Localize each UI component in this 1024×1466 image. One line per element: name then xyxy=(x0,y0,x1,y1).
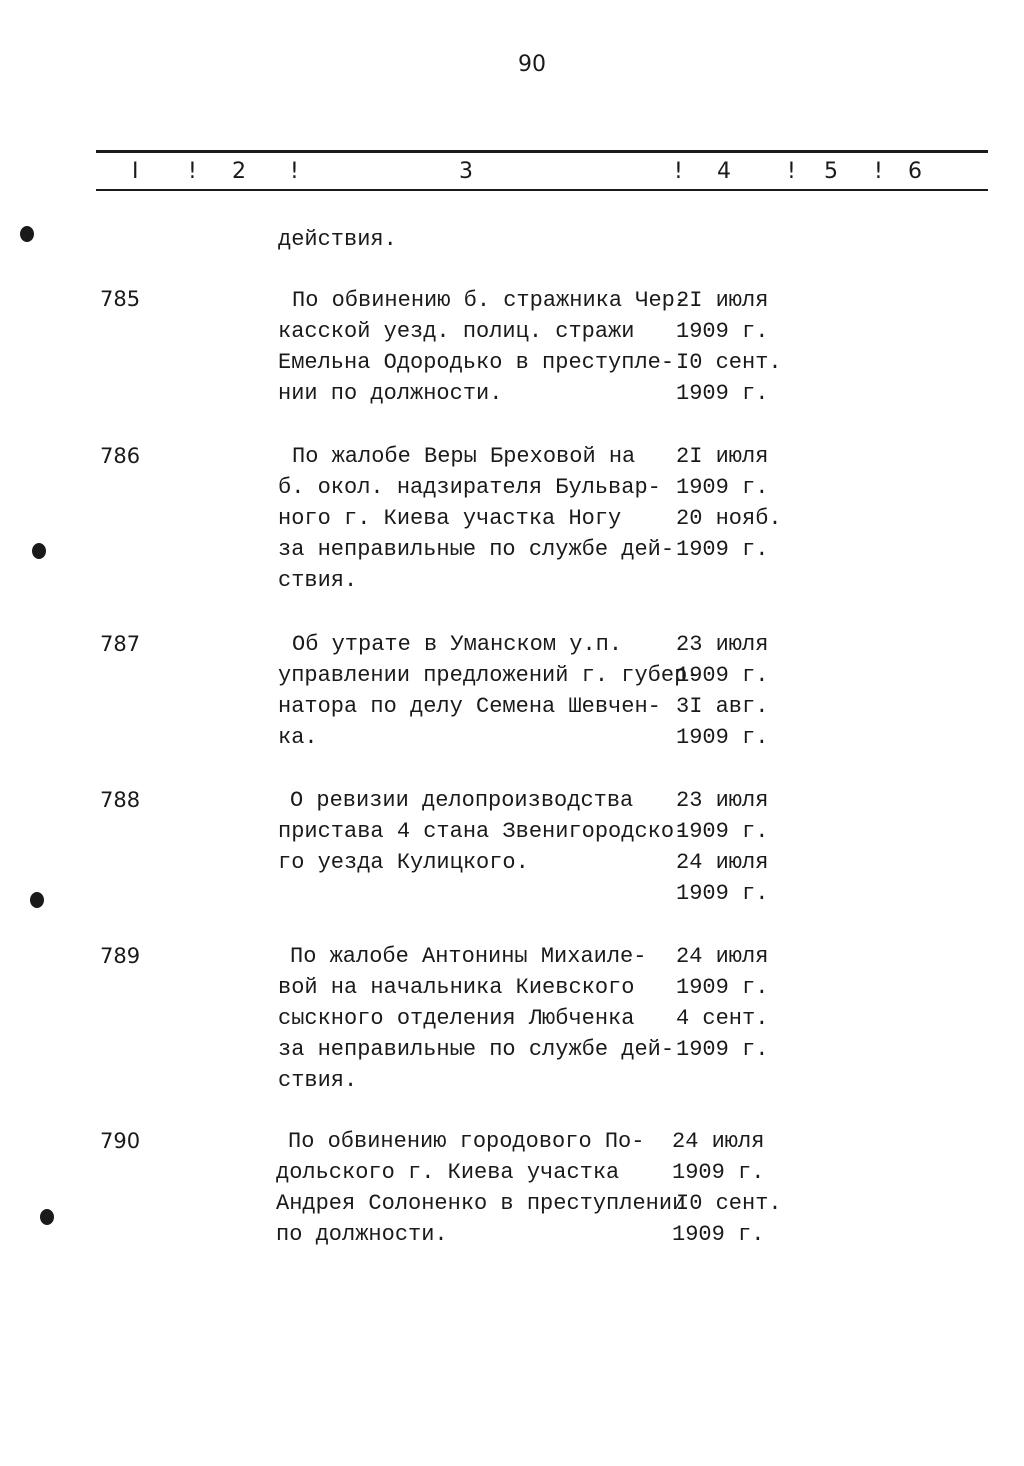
date-line: I0 сент. xyxy=(676,350,782,375)
date-line: 1909 г. xyxy=(676,819,769,844)
date-line: 1909 г. xyxy=(676,725,769,750)
description-line: По жалобе Веры Бреховой на xyxy=(292,444,636,469)
description-line: Об утрате в Уманском у.п. xyxy=(292,632,623,657)
date-line: 4 сент. xyxy=(676,1006,769,1031)
date-line: 1909 г. xyxy=(676,881,769,906)
description-line: ствия. xyxy=(278,1068,358,1093)
description-line: б. окол. надзирателя Бульвар- xyxy=(278,475,661,500)
punch-hole xyxy=(40,1209,54,1225)
header-cell-1: I xyxy=(132,159,139,184)
description-line: О ревизии делопроизводства xyxy=(290,788,634,813)
date-line: 23 июля xyxy=(676,788,769,813)
record-number: 787 xyxy=(100,632,141,656)
date-line: I0 сент. xyxy=(676,1191,782,1216)
header-cell-2: 2 xyxy=(232,159,246,184)
description-line: за неправильные по службе дей- xyxy=(278,1037,675,1062)
date-line: 3I авг. xyxy=(676,694,769,719)
header-separator: ! xyxy=(874,159,883,184)
date-line: 24 июля xyxy=(676,850,769,875)
description-line: управлении предложений г. губер- xyxy=(278,663,701,688)
description-line: дольского г. Киева участка xyxy=(276,1160,620,1185)
continuation-line: действия. xyxy=(278,227,397,252)
description-line: натора по делу Семена Шевчен- xyxy=(278,694,661,719)
punch-hole xyxy=(20,226,34,242)
description-line: нии по должности. xyxy=(278,381,503,406)
page-number: 90 xyxy=(518,52,546,77)
date-line: 1909 г. xyxy=(672,1160,765,1185)
header-cell-4: 4 xyxy=(717,159,731,184)
description-line: ствия. xyxy=(278,568,358,593)
header-separator: ! xyxy=(674,159,683,184)
header-rule-top xyxy=(96,150,988,153)
record-number: 789 xyxy=(100,944,141,968)
record-number: 788 xyxy=(100,788,141,812)
date-line: 1909 г. xyxy=(676,975,769,1000)
record-number: 790 xyxy=(100,1129,141,1153)
header-separator: ! xyxy=(290,159,299,184)
description-line: за неправильные по службе дей- xyxy=(278,537,675,562)
description-line: ного г. Киева участка Ногу xyxy=(278,506,622,531)
date-line: 1909 г. xyxy=(676,381,769,406)
description-line: сыскного отделения Любченка xyxy=(278,1006,635,1031)
header-separator: ! xyxy=(188,159,197,184)
description-line: вой на начальника Киевского xyxy=(278,975,635,1000)
description-line: го уезда Кулицкого. xyxy=(278,850,529,875)
description-line: по должности. xyxy=(276,1222,448,1247)
date-line: 24 июля xyxy=(676,944,769,969)
date-line: 1909 г. xyxy=(676,663,769,688)
description-line: Андрея Солоненко в преступлении xyxy=(276,1191,686,1216)
description-line: По обвинению б. стражника Чер- xyxy=(292,288,689,313)
header-cell-3: 3 xyxy=(459,159,473,184)
date-line: 2I июля xyxy=(676,444,769,469)
date-line: 2I июля xyxy=(676,288,769,313)
date-line: 1909 г. xyxy=(676,319,769,344)
date-line: 20 нояб. xyxy=(676,506,782,531)
description-line: По жалобе Антонины Михаиле- xyxy=(290,944,647,969)
date-line: 1909 г. xyxy=(672,1222,765,1247)
description-line: касской уезд. полиц. стражи xyxy=(278,319,635,344)
date-line: 1909 г. xyxy=(676,1037,769,1062)
description-line: По обвинению городового По- xyxy=(288,1129,645,1154)
date-line: 24 июля xyxy=(672,1129,765,1154)
description-line: Емельна Одородько в преступле- xyxy=(278,350,675,375)
header-cell-6: 6 xyxy=(908,159,922,184)
description-line: ка. xyxy=(278,725,318,750)
description-line: пристава 4 стана Звенигородско- xyxy=(278,819,688,844)
header-cell-5: 5 xyxy=(824,159,838,184)
header-separator: ! xyxy=(787,159,796,184)
punch-hole xyxy=(32,543,46,559)
record-number: 786 xyxy=(100,444,141,468)
date-line: 1909 г. xyxy=(676,537,769,562)
header-rule-bottom xyxy=(96,189,988,191)
date-line: 1909 г. xyxy=(676,475,769,500)
punch-hole xyxy=(30,892,44,908)
record-number: 785 xyxy=(100,287,141,311)
date-line: 23 июля xyxy=(676,632,769,657)
